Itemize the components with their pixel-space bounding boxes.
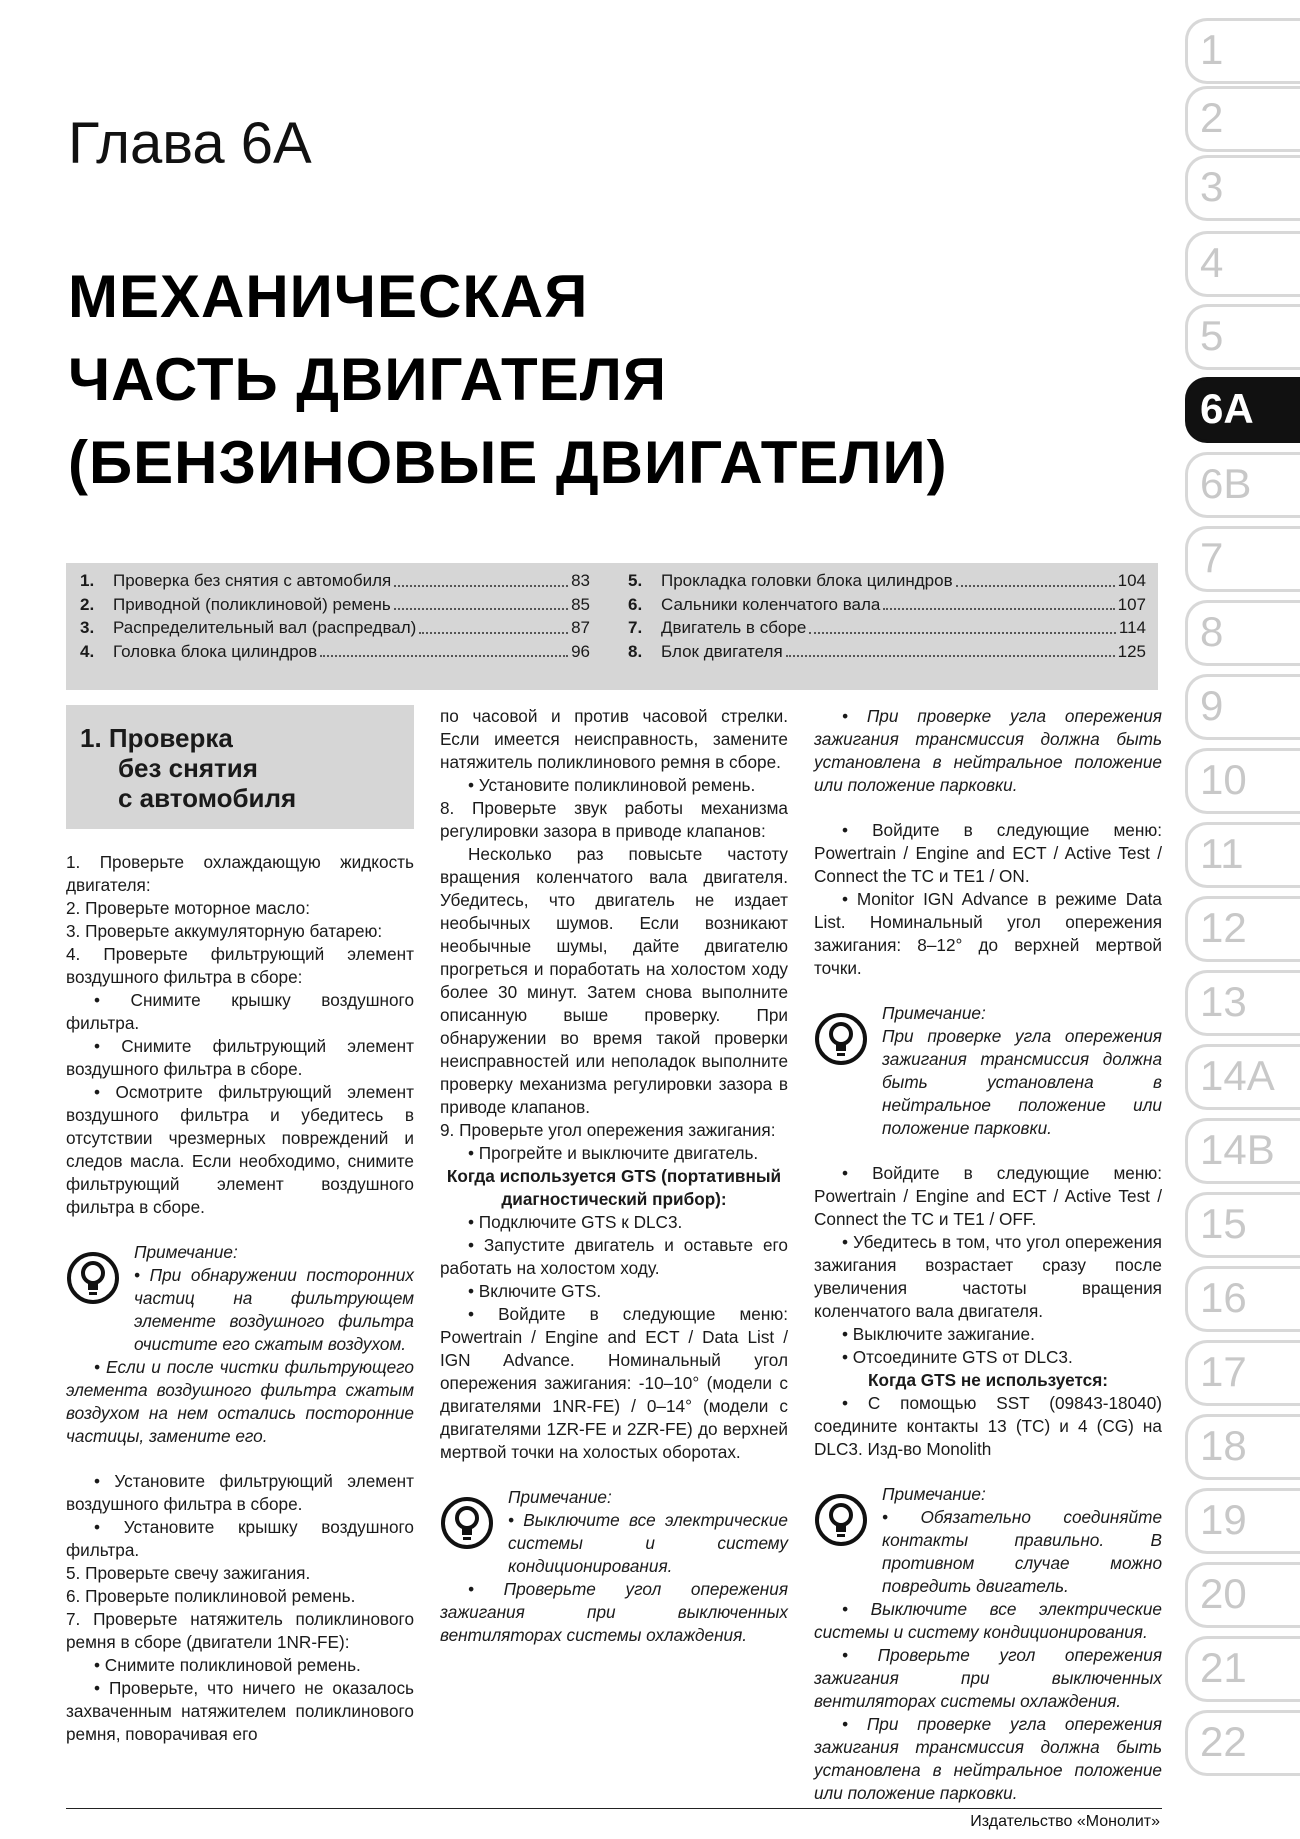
- bullet: • Снимите крышку воздушного фильтра.: [66, 990, 414, 1033]
- chapter-tab[interactable]: 18: [1185, 1414, 1300, 1480]
- note-text: • Проверьте угол опережения зажигания при выключенных вентиляторах системы охлаждения.: [814, 1645, 1162, 1711]
- note-icon: [814, 1012, 868, 1066]
- toc-text: Распределительный вал (распредвал): [113, 618, 417, 637]
- toc-page: 83: [571, 571, 590, 590]
- note-icon: [440, 1496, 494, 1550]
- toc-page: 114: [1118, 618, 1146, 637]
- paragraph: Несколько раз повысьте частоту вращения коленчатого вала двигателя. Убедитесь, что двигатель не издает необычных шумов. Если возникают необычные шумы, дайте двигателю прогреться и поработать на холостом ходу более 30 минут. Затем снова выполните описанную выше проверку. При обнаружении во время такой проверки неисправностей или неполадок выполните проверку механизма регулировки зазора в приводе клапанов.: [440, 844, 788, 1117]
- toc-text: Приводной (поликлиновой) ремень: [113, 594, 391, 614]
- chapter-tab[interactable]: 14В: [1185, 1118, 1300, 1184]
- bullet: • Войдите в следующие меню: Powertrain / Engine and ECT / Data List / IGN Advance. Номинальный угол опережения зажигания: -10–10° (модели с двигателями 1NR-FE) / 0–14° (модели с двигателями 1ZR-FE и 2ZR-FE) до верхней мертвой точки на холостых оборотах.: [440, 1304, 788, 1462]
- toc-item[interactable]: [80, 640, 590, 664]
- note-block: [66, 1241, 414, 1448]
- note-label: Примечание:: [134, 1242, 238, 1262]
- note-text: • Выключите все электрические системы и систему кондиционирования.: [814, 1599, 1162, 1642]
- toc-column-left: [80, 569, 590, 663]
- section-heading-line: с автомобиля: [118, 783, 297, 813]
- chapter-tab[interactable]: 12: [1185, 896, 1300, 962]
- chapter-tab[interactable]: 3: [1185, 155, 1300, 221]
- bullet: • С помощью SST (09843-18040) соедините контакты 13 (TC) и 4 (CG) на DLC3. Изд-во Monolith: [814, 1393, 1162, 1459]
- subheading: Когда используется GTS (портативный диагностический прибор):: [446, 1166, 782, 1209]
- toc-item[interactable]: [628, 593, 1146, 617]
- note-text: • При проверке угла опережения зажигания трансмиссия должна быть установлена в нейтральное положение или положение парковки.: [814, 1714, 1162, 1803]
- toc-column-right: [628, 569, 1146, 663]
- chapter-tab[interactable]: 11: [1185, 822, 1300, 888]
- toc-item[interactable]: [80, 569, 590, 593]
- chapter-label: Глава 6А: [68, 111, 312, 176]
- text-column-2: [440, 705, 788, 1647]
- bullet: • Подключите GTS к DLC3.: [468, 1212, 683, 1232]
- toc-item[interactable]: [80, 616, 590, 640]
- toc-num: 3.: [80, 618, 95, 637]
- note-text: • При обнаружении посторонних частиц на фильтрующем элементе воздушного фильтра очистите его сжатым воздухом.: [134, 1265, 414, 1354]
- step: 1. Проверьте охлаждающую жидкость двигателя:: [66, 852, 414, 895]
- toc-num: 4.: [80, 641, 95, 661]
- text-column-1: [66, 705, 414, 1746]
- toc-num: 5.: [628, 571, 643, 590]
- bullet: • Снимите поликлиновой ремень.: [94, 1655, 361, 1675]
- toc-leader: [394, 593, 568, 611]
- toc-leader: [394, 569, 568, 587]
- chapter-tab[interactable]: 6В: [1185, 452, 1300, 518]
- bullet: • Осмотрите фильтрующий элемент воздушного фильтра и убедитесь в отсутствии чрезмерных повреждений и следов масла. Если необходимо, снимите фильтрующий элемент воздушного фильтра в сборе.: [66, 1082, 414, 1217]
- page-title: [68, 255, 948, 504]
- toc-item[interactable]: [628, 569, 1146, 593]
- paragraph: по часовой и против часовой стрелки. Если имеется неисправность, замените натяжитель поликлинового ремня в сборе.: [440, 706, 788, 772]
- table-of-contents: [66, 563, 1158, 690]
- note-block: [440, 1486, 788, 1647]
- chapter-tab[interactable]: 7: [1185, 526, 1300, 592]
- toc-text: Двигатель в сборе: [661, 618, 807, 637]
- toc-num: 2.: [80, 594, 95, 614]
- chapter-tab[interactable]: 4: [1185, 231, 1300, 297]
- bullet: • Установите поликлиновой ремень.: [468, 775, 756, 795]
- toc-leader: [320, 640, 568, 658]
- note-label: Примечание:: [882, 1484, 986, 1504]
- subheading: Когда GTS не используется:: [868, 1370, 1108, 1390]
- step: 8. Проверьте звук работы механизма регулировки зазора в приводе клапанов:: [440, 798, 788, 841]
- section-heading: [66, 705, 414, 829]
- chapter-tab[interactable]: 14А: [1185, 1044, 1300, 1110]
- toc-num: 1.: [80, 571, 95, 590]
- title-line: ЧАСТЬ ДВИГАТЕЛЯ: [68, 346, 667, 413]
- note-label: Примечание:: [882, 1003, 986, 1023]
- bullet: • Прогрейте и выключите двигатель.: [468, 1143, 759, 1163]
- note-text: • Выключите все электрические системы и систему кондиционирования.: [508, 1510, 788, 1576]
- step: 3. Проверьте аккумуляторную батарею:: [66, 921, 383, 941]
- toc-page: 96: [571, 641, 590, 661]
- bullet: • Отсоедините GTS от DLC3.: [842, 1347, 1073, 1367]
- toc-leader: [809, 616, 1116, 634]
- toc-num: 6.: [628, 594, 643, 614]
- bullet: • Запустите двигатель и оставьте его работать на холостом ходу.: [440, 1235, 788, 1278]
- chapter-tab[interactable]: 13: [1185, 970, 1300, 1036]
- chapter-tab[interactable]: 9: [1185, 674, 1300, 740]
- title-line: (БЕНЗИНОВЫЕ ДВИГАТЕЛИ): [68, 429, 948, 496]
- step: 6. Проверьте поликлиновой ремень.: [66, 1586, 356, 1606]
- bullet: • Выключите зажигание.: [842, 1324, 1035, 1344]
- text-column-3: [814, 705, 1162, 1805]
- chapter-tab-active[interactable]: 6А: [1185, 377, 1300, 443]
- toc-text: Сальники коленчатого вала: [661, 594, 881, 614]
- note-icon: [66, 1251, 120, 1305]
- bullet: • Включите GTS.: [468, 1281, 602, 1301]
- bullet: • Monitor IGN Advance в режиме Data List. Номинальный угол опережения зажигания: 8–12° до верхней мертвой точки.: [814, 889, 1162, 978]
- bullet: • Войдите в следующие меню: Powertrain / Engine and ECT / Active Test / Connect the TC и TE1 / ON.: [814, 820, 1162, 886]
- toc-item[interactable]: [628, 616, 1146, 640]
- chapter-tab[interactable]: 10: [1185, 748, 1300, 814]
- chapter-tab[interactable]: 17: [1185, 1340, 1300, 1406]
- note-text: • Если и после чистки фильтрующего элемента воздушного фильтра сжатым воздухом на нем остались посторонние частицы, замените его.: [66, 1357, 414, 1446]
- note-label: Примечание:: [508, 1487, 612, 1507]
- bullet: • Убедитесь в том, что угол опережения зажигания возрастает сразу после увеличения частоты вращения коленчатого вала двигателя.: [814, 1232, 1162, 1321]
- toc-leader: [419, 616, 568, 634]
- bullet: • Войдите в следующие меню: Powertrain / Engine and ECT / Active Test / Connect the TC и TE1 / OFF.: [814, 1163, 1162, 1229]
- step: 4. Проверьте фильтрующий элемент воздушного фильтра в сборе:: [66, 944, 414, 987]
- note-text: • Обязательно соединяйте контакты правильно. В противном случае можно повредить двигатель.: [882, 1507, 1162, 1596]
- italic-note: • При проверке угла опережения зажигания трансмиссия должна быть установлена в нейтральное положение или положение парковки.: [814, 706, 1162, 795]
- chapter-tab[interactable]: 1: [1185, 18, 1300, 84]
- note-block: [814, 1002, 1162, 1140]
- note-block: [814, 1483, 1162, 1805]
- bullet: • Снимите фильтрующий элемент воздушного фильтра в сборе.: [66, 1036, 414, 1079]
- toc-page: 85: [571, 594, 590, 614]
- chapter-tab[interactable]: 21: [1185, 1636, 1300, 1702]
- chapter-tab[interactable]: 5: [1185, 304, 1300, 370]
- step: 5. Проверьте свечу зажигания.: [66, 1563, 311, 1583]
- section-heading-line: 1. Проверка: [80, 723, 233, 753]
- toc-item[interactable]: [628, 640, 1146, 664]
- toc-item[interactable]: [80, 593, 590, 617]
- chapter-tab[interactable]: 2: [1185, 86, 1300, 152]
- chapter-tab[interactable]: 19: [1185, 1488, 1300, 1554]
- toc-num: 7.: [628, 618, 643, 637]
- chapter-tab[interactable]: 20: [1185, 1562, 1300, 1628]
- chapter-tab[interactable]: 15: [1185, 1192, 1300, 1258]
- toc-text: Проверка без снятия с автомобиля: [113, 571, 392, 590]
- section-heading-line: без снятия: [118, 753, 258, 783]
- toc-text: Блок двигателя: [661, 641, 783, 661]
- note-text: При проверке угла опережения зажигания трансмиссия должна быть установлена в нейтральное положение или положение парковки.: [882, 1026, 1162, 1138]
- note-text: • Проверьте угол опережения зажигания при выключенных вентиляторах системы охлаждения.: [440, 1579, 788, 1645]
- note-icon: [814, 1493, 868, 1547]
- chapter-tab[interactable]: 22: [1185, 1710, 1300, 1776]
- footer-divider: [66, 1808, 1162, 1809]
- title-line: МЕХАНИЧЕСКАЯ: [68, 263, 589, 330]
- chapter-tab[interactable]: 16: [1185, 1266, 1300, 1332]
- step: 9. Проверьте угол опережения зажигания:: [440, 1120, 776, 1140]
- toc-page: 125: [1117, 641, 1146, 661]
- toc-leader: [956, 569, 1115, 587]
- step: 7. Проверьте натяжитель поликлинового ремня в сборе (двигатели 1NR-FE):: [66, 1609, 414, 1652]
- toc-num: 8.: [628, 641, 643, 661]
- step: 2. Проверьте моторное масло:: [66, 898, 310, 918]
- bullet: • Установите крышку воздушного фильтра.: [66, 1517, 414, 1560]
- bullet: • Проверьте, что ничего не оказалось захваченным натяжителем поликлинового ремня, поворачивая его: [66, 1678, 414, 1744]
- toc-text: Прокладка головки блока цилиндров: [661, 571, 953, 590]
- toc-text: Головка блока цилиндров: [113, 641, 318, 661]
- toc-page: 104: [1117, 571, 1146, 590]
- toc-page: 107: [1117, 594, 1146, 614]
- chapter-tab[interactable]: 8: [1185, 600, 1300, 666]
- bullet: • Установите фильтрующий элемент воздушного фильтра в сборе.: [66, 1471, 414, 1514]
- toc-leader: [883, 593, 1114, 611]
- toc-leader: [786, 640, 1115, 658]
- publisher-footer: Издательство «Монолит»: [970, 1813, 1160, 1830]
- toc-page: 87: [571, 618, 590, 637]
